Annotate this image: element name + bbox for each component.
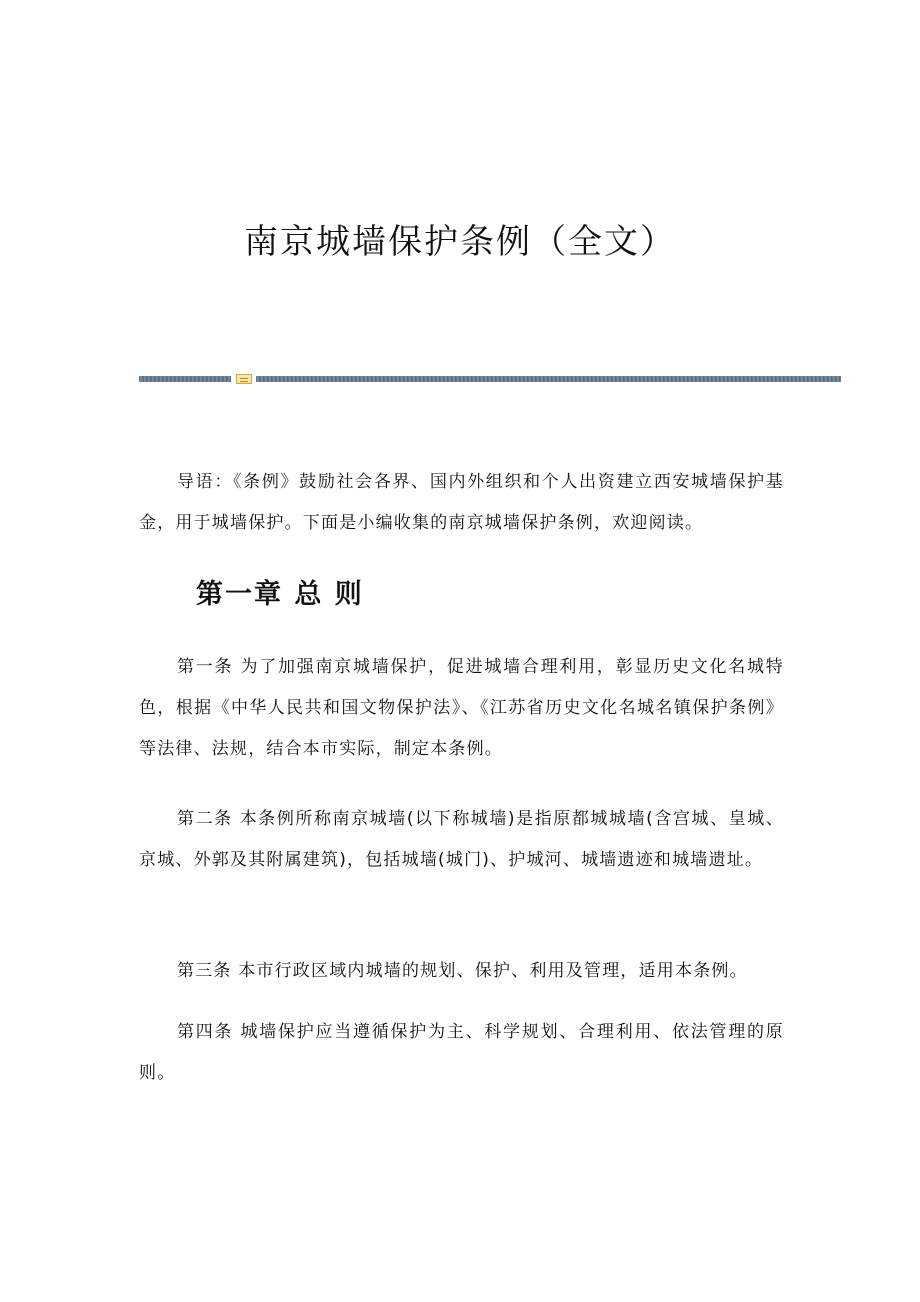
intro-paragraph: 导语：《条例》鼓励社会各界、国内外组织和个人出资建立西安城墙保护基金，用于城墙保护。下面是小编收集的南京城墙保护条例，欢迎阅读。	[139, 472, 784, 533]
article-2: 第二条 本条例所称南京城墙(以下称城墙)是指原都城城墙(含宫城、皇城、京城、外郭及其附属建筑)，包括城墙(城门)、护城河、城墙遗迹和城墙遗址。	[139, 809, 784, 870]
divider-bar-left	[139, 376, 231, 382]
chapter-heading: 第一章 总 则	[196, 579, 364, 610]
title-divider	[139, 374, 841, 384]
divider-bar-right	[256, 376, 841, 382]
document-title: 南京城墙保护条例（全文）	[244, 222, 676, 262]
divider-ornament-icon	[236, 374, 252, 384]
article-3: 第三条 本市行政区域内城墙的规划、保护、利用及管理，适用本条例。	[177, 961, 748, 981]
article-4: 第四条 城墙保护应当遵循保护为主、科学规划、合理利用、依法管理的原则。	[139, 1022, 784, 1083]
article-1: 第一条 为了加强南京城墙保护，促进城墙合理利用，彰显历史文化名城特色，根据《中华人民共和国文物保护法》、《江苏省历史文化名城名镇保护条例》等法律、法规，结合本市实际，制定本条例。	[139, 657, 784, 759]
